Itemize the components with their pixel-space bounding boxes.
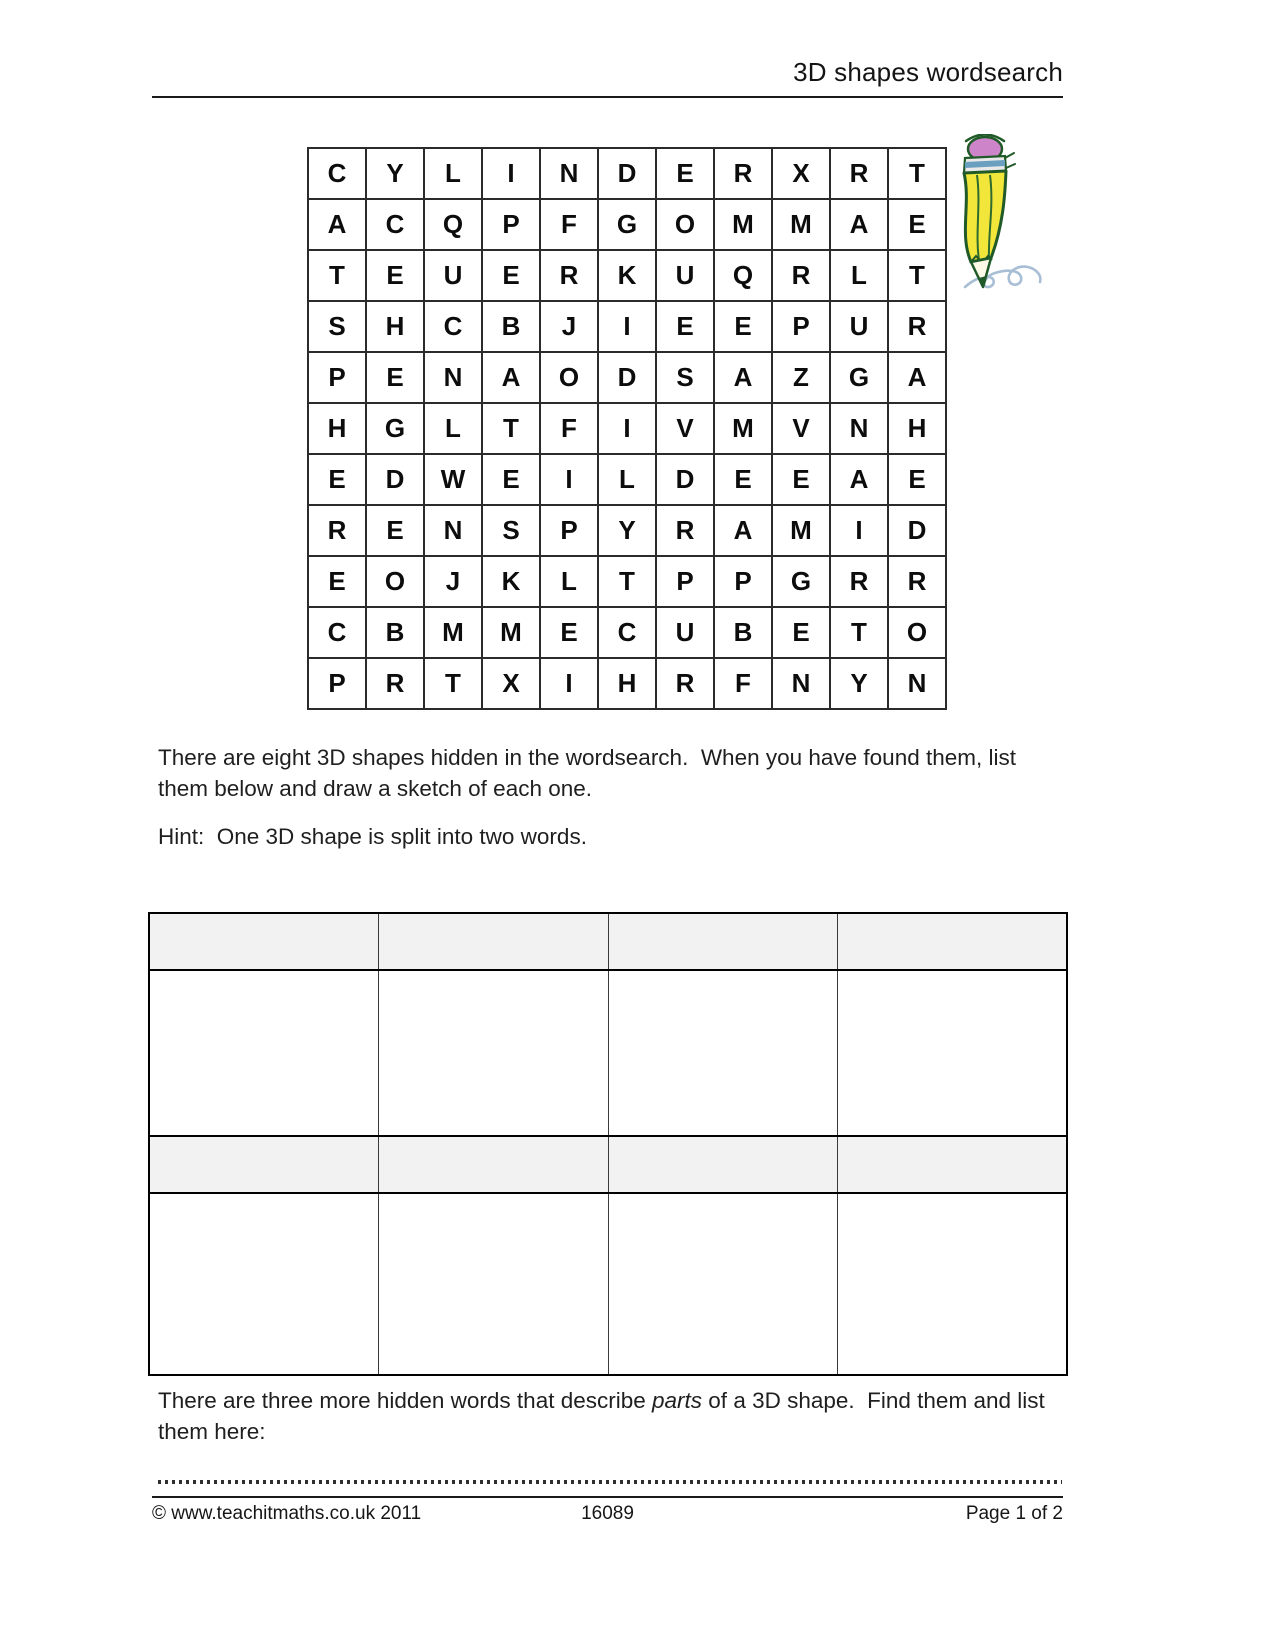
grid-row <box>308 505 946 556</box>
grid-cell: K <box>482 556 540 607</box>
footer-rule <box>152 1496 1063 1498</box>
shape-name-cell <box>149 913 379 970</box>
grid-cell: X <box>482 658 540 709</box>
grid-row <box>308 199 946 250</box>
grid-cell: E <box>482 250 540 301</box>
grid-cell: E <box>714 301 772 352</box>
grid-row <box>308 556 946 607</box>
grid-cell: E <box>772 607 830 658</box>
grid-cell: Y <box>598 505 656 556</box>
grid-cell: T <box>308 250 366 301</box>
grid-row <box>308 607 946 658</box>
page-title: 3D shapes wordsearch <box>793 57 1063 87</box>
sketch-table <box>148 912 1068 1376</box>
grid-cell: R <box>308 505 366 556</box>
closing-text <box>158 1385 1060 1447</box>
grid-cell: E <box>540 607 598 658</box>
shape-name-cell <box>608 913 838 970</box>
grid-cell: E <box>888 454 946 505</box>
grid-cell: E <box>366 505 424 556</box>
shape-sketch-cell <box>838 1193 1068 1375</box>
grid-cell: V <box>772 403 830 454</box>
grid-cell: X <box>772 148 830 199</box>
grid-cell: K <box>598 250 656 301</box>
grid-cell: Z <box>772 352 830 403</box>
grid-cell: Y <box>830 658 888 709</box>
footer-page-number: Page 1 of 2 <box>965 1503 1064 1524</box>
grid-cell: N <box>830 403 888 454</box>
grid-cell: H <box>366 301 424 352</box>
grid-cell: E <box>308 454 366 505</box>
grid-cell: G <box>598 199 656 250</box>
grid-cell: E <box>366 352 424 403</box>
answer-dotted-line <box>158 1480 1062 1484</box>
grid-cell: S <box>308 301 366 352</box>
grid-cell: E <box>714 454 772 505</box>
grid-cell: T <box>888 250 946 301</box>
grid-cell: M <box>714 199 772 250</box>
grid-cell: E <box>366 250 424 301</box>
grid-cell: A <box>482 352 540 403</box>
grid-cell: I <box>598 403 656 454</box>
grid-cell: P <box>656 556 714 607</box>
grid-cell: D <box>888 505 946 556</box>
grid-cell: V <box>656 403 714 454</box>
grid-cell: N <box>888 658 946 709</box>
grid-cell: M <box>482 607 540 658</box>
grid-cell: G <box>366 403 424 454</box>
grid-row <box>308 403 946 454</box>
grid-cell: Y <box>366 148 424 199</box>
grid-cell: L <box>424 148 482 199</box>
grid-cell: L <box>830 250 888 301</box>
grid-cell: J <box>540 301 598 352</box>
wordsearch-grid <box>307 147 947 710</box>
grid-cell: G <box>772 556 830 607</box>
grid-cell: D <box>656 454 714 505</box>
grid-cell: H <box>598 658 656 709</box>
shape-name-cell <box>149 1136 379 1193</box>
grid-cell: E <box>772 454 830 505</box>
grid-cell: B <box>482 301 540 352</box>
grid-cell: A <box>888 352 946 403</box>
grid-cell: O <box>540 352 598 403</box>
grid-cell: H <box>888 403 946 454</box>
grid-cell: H <box>308 403 366 454</box>
shape-name-row <box>149 913 1067 970</box>
pencil-illustration <box>933 134 1063 304</box>
grid-cell: I <box>540 658 598 709</box>
shape-sketch-cell <box>149 970 379 1136</box>
grid-cell: C <box>308 607 366 658</box>
grid-cell: R <box>830 148 888 199</box>
grid-cell: E <box>888 199 946 250</box>
shape-name-cell <box>838 1136 1068 1193</box>
grid-cell: I <box>830 505 888 556</box>
grid-row <box>308 301 946 352</box>
grid-cell: E <box>656 301 714 352</box>
grid-cell: C <box>424 301 482 352</box>
shape-sketch-row <box>149 1193 1067 1375</box>
grid-cell: B <box>714 607 772 658</box>
closing-text-after: of a 3D shape. Find them and list them here: <box>158 1388 1051 1444</box>
grid-cell: T <box>482 403 540 454</box>
grid-cell: W <box>424 454 482 505</box>
grid-cell: L <box>598 454 656 505</box>
grid-row <box>308 250 946 301</box>
grid-cell: R <box>656 505 714 556</box>
grid-cell: P <box>308 352 366 403</box>
shape-sketch-row <box>149 970 1067 1136</box>
grid-cell: G <box>830 352 888 403</box>
grid-cell: M <box>772 199 830 250</box>
grid-cell: Q <box>714 250 772 301</box>
grid-cell: D <box>598 148 656 199</box>
grid-cell: D <box>366 454 424 505</box>
footer-document-id: 16089 <box>581 1503 634 1524</box>
grid-cell: R <box>540 250 598 301</box>
grid-cell: A <box>714 505 772 556</box>
grid-row <box>308 352 946 403</box>
grid-cell: M <box>714 403 772 454</box>
grid-cell: N <box>424 505 482 556</box>
header-rule <box>152 96 1063 98</box>
closing-text-before: There are three more hidden words that describe <box>158 1388 653 1413</box>
grid-cell: L <box>424 403 482 454</box>
grid-cell: Q <box>424 199 482 250</box>
footer <box>152 1503 1063 1525</box>
grid-cell: D <box>598 352 656 403</box>
grid-cell: R <box>714 148 772 199</box>
grid-cell: F <box>540 403 598 454</box>
closing-text-italic-word: parts <box>652 1388 703 1413</box>
grid-cell: R <box>888 301 946 352</box>
grid-cell: N <box>772 658 830 709</box>
shape-name-cell <box>838 913 1068 970</box>
grid-cell: U <box>424 250 482 301</box>
grid-cell: R <box>772 250 830 301</box>
grid-cell: L <box>540 556 598 607</box>
grid-cell: P <box>482 199 540 250</box>
grid-cell: T <box>888 148 946 199</box>
grid-cell: A <box>830 199 888 250</box>
grid-cell: M <box>772 505 830 556</box>
grid-cell: T <box>598 556 656 607</box>
grid-cell: R <box>888 556 946 607</box>
grid-cell: C <box>598 607 656 658</box>
grid-cell: A <box>714 352 772 403</box>
grid-cell: F <box>714 658 772 709</box>
shape-sketch-cell <box>379 1193 609 1375</box>
grid-cell: M <box>424 607 482 658</box>
grid-row <box>308 148 946 199</box>
grid-cell: U <box>656 607 714 658</box>
grid-cell: I <box>482 148 540 199</box>
grid-cell: P <box>540 505 598 556</box>
grid-cell: T <box>830 607 888 658</box>
grid-cell: P <box>772 301 830 352</box>
grid-row <box>308 454 946 505</box>
grid-cell: O <box>366 556 424 607</box>
grid-cell: O <box>656 199 714 250</box>
shape-sketch-cell <box>149 1193 379 1375</box>
grid-cell: C <box>308 148 366 199</box>
grid-cell: N <box>424 352 482 403</box>
grid-cell: R <box>656 658 714 709</box>
shape-name-cell <box>379 1136 609 1193</box>
grid-cell: N <box>540 148 598 199</box>
grid-cell: I <box>540 454 598 505</box>
grid-row <box>308 658 946 709</box>
grid-cell: U <box>830 301 888 352</box>
grid-cell: F <box>540 199 598 250</box>
grid-cell: I <box>598 301 656 352</box>
shape-sketch-cell <box>379 970 609 1136</box>
grid-cell: S <box>656 352 714 403</box>
shape-sketch-cell <box>838 970 1068 1136</box>
grid-cell: R <box>366 658 424 709</box>
grid-cell: U <box>656 250 714 301</box>
grid-cell: B <box>366 607 424 658</box>
grid-cell: R <box>830 556 888 607</box>
shape-sketch-cell <box>608 970 838 1136</box>
instructions-text: There are eight 3D shapes hidden in the wordsearch. When you have found them, list them below and draw a sketch of each one. <box>158 745 1023 801</box>
grid-cell: J <box>424 556 482 607</box>
shape-name-row <box>149 1136 1067 1193</box>
grid-cell: E <box>482 454 540 505</box>
pencil-icon <box>933 134 1063 304</box>
footer-copyright: © www.teachitmaths.co.uk 2011 <box>152 1503 422 1524</box>
grid-cell: P <box>714 556 772 607</box>
grid-cell: P <box>308 658 366 709</box>
grid-cell: A <box>830 454 888 505</box>
grid-cell: A <box>308 199 366 250</box>
hint-text: Hint: One 3D shape is split into two words. <box>158 824 587 849</box>
grid-cell: S <box>482 505 540 556</box>
shape-name-cell <box>379 913 609 970</box>
grid-cell: C <box>366 199 424 250</box>
grid-cell: E <box>308 556 366 607</box>
grid-cell: O <box>888 607 946 658</box>
shape-name-cell <box>608 1136 838 1193</box>
shape-sketch-cell <box>608 1193 838 1375</box>
grid-cell: E <box>656 148 714 199</box>
grid-cell: T <box>424 658 482 709</box>
